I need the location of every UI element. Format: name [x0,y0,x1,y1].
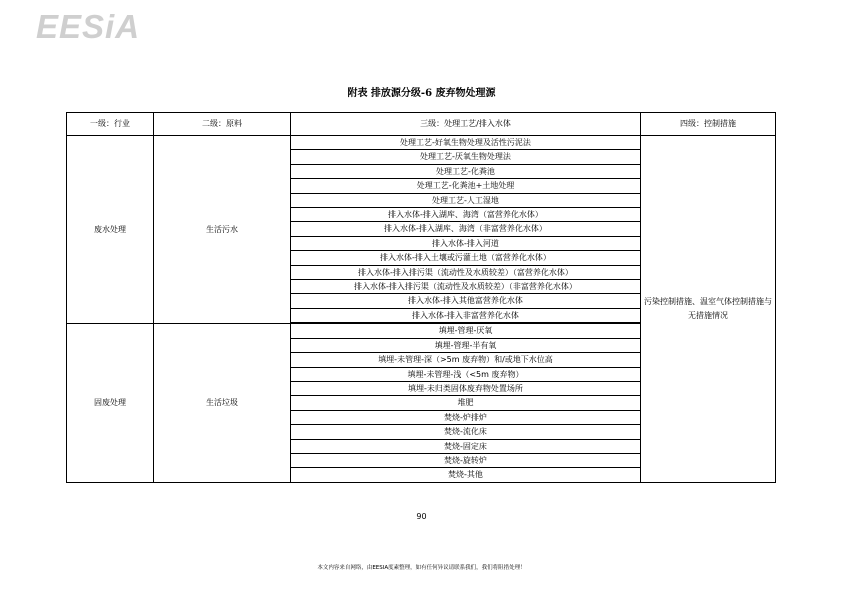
level3-cell: 排入水体-排入湖库、海湾（非富营养化水体） [291,222,641,236]
level3-cell: 排入水体-排入其他富营养化水体 [291,294,641,308]
level3-cell: 焚烧-炉排炉 [291,410,641,424]
level3-cell: 排入水体-排入河道 [291,236,641,250]
level3-cell: 填埋-管理-厌氧 [291,323,641,338]
table-body [67,136,776,483]
level3-cell: 堆肥 [291,396,641,410]
level3-cell: 排入水体-排入非富营养化水体 [291,308,641,323]
level3-cell: 排入水体-排入排污渠（流动性及水质较差）（非富营养化水体） [291,280,641,294]
level3-cell: 排入水体-排入湖库、海湾（富营养化水体） [291,208,641,222]
header-level2: 二级：原料 [154,113,291,136]
level3-cell: 排入水体-排入排污渠（流动性及水质较差）（富营养化水体） [291,265,641,279]
level2-cell: 生活污水 [154,136,291,324]
header-level4: 四级：控制措施 [641,113,776,136]
level3-cell: 焚烧-其他 [291,468,641,482]
level3-cell: 焚烧-固定床 [291,439,641,453]
level3-cell: 填埋-未管理-浅（<5m 废弃物） [291,367,641,381]
footer-note: 本文内容来自网络，由EESIA度素整理，如有任何异议请联系我们，我们将阻措处理！ [317,565,526,571]
table-title: 附表 排放源分级-6 废弃物处理源 [347,88,496,99]
level3-cell: 填埋-未归类固体废弃物处置场所 [291,381,641,395]
level3-cell: 填埋-未管理-深（>5m 废弃物）和/或地下水位高 [291,353,641,367]
level3-cell: 处理工艺-化粪池 [291,164,641,178]
header-level1: 一级：行业 [67,113,154,136]
table-header-row [67,113,776,136]
level3-cell: 填埋-管理-半有氧 [291,338,641,352]
level3-cell: 处理工艺-人工湿地 [291,193,641,207]
level3-cell: 焚烧-旋转炉 [291,453,641,467]
page-number: 90 [416,512,427,521]
level1-cell: 固废处理 [67,323,154,482]
level3-cell: 焚烧-流化床 [291,425,641,439]
level2-cell: 生活垃圾 [154,323,291,482]
eesia-logo: EESiA [36,8,141,45]
level4-cell: 污染控制措施、温室气体控制措施与无措施情况 [641,136,776,483]
table-row [67,136,776,150]
level3-cell: 处理工艺-化粪池+土地处理 [291,179,641,193]
level3-cell: 处理工艺-好氧生物处理及活性污泥法 [291,136,641,150]
level1-cell: 废水处理 [67,136,154,324]
level3-cell: 处理工艺-厌氧生物处理法 [291,150,641,164]
header-level3: 三级：处理工艺/排入水体 [291,113,641,136]
level3-cell: 排入水体-排入土壤或污灌土地（富营养化水体） [291,251,641,265]
emission-source-table [66,112,776,483]
